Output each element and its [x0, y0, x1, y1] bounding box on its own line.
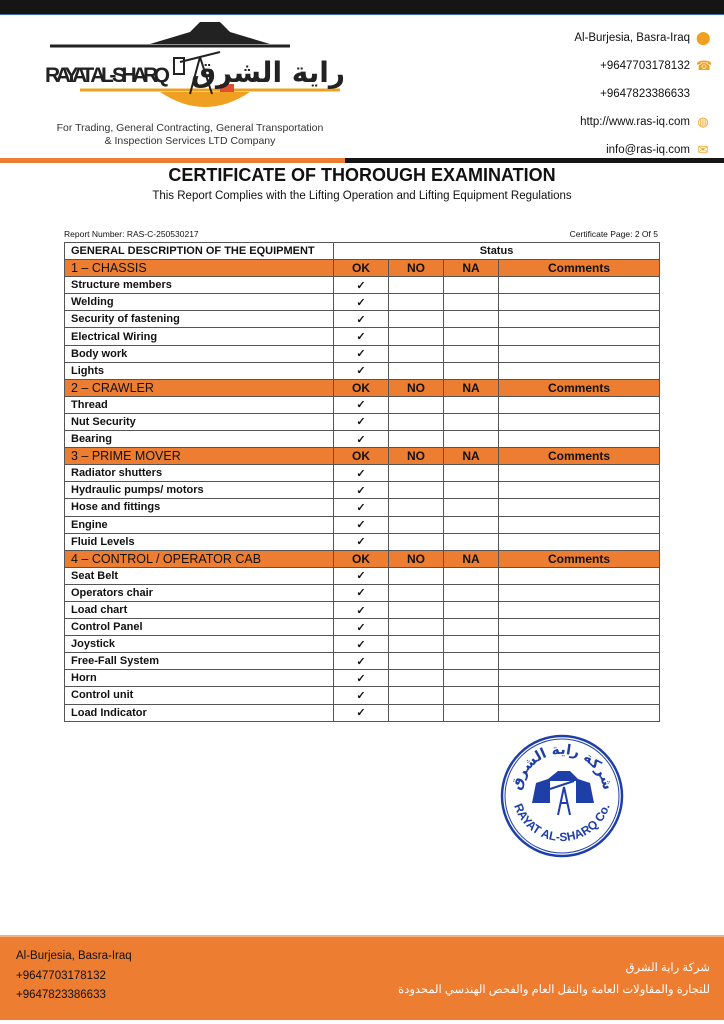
certificate-page: Certificate Page: 2 Of 5: [569, 229, 658, 239]
ok-checkmark: ✓: [334, 516, 389, 533]
column-header-ok: OK: [334, 260, 389, 277]
no-cell: [389, 277, 444, 294]
comments-cell: [499, 431, 660, 448]
column-header-ok: OK: [334, 448, 389, 465]
no-cell: [389, 601, 444, 618]
no-cell: [389, 328, 444, 345]
column-header-comments: Comments: [499, 448, 660, 465]
comments-cell: [499, 516, 660, 533]
comments-cell: [499, 687, 660, 704]
table-row: [65, 636, 660, 653]
table-row: [65, 584, 660, 601]
ok-checkmark: ✓: [334, 567, 389, 584]
comments-cell: [499, 584, 660, 601]
item-label: Horn: [65, 670, 334, 687]
na-cell: [444, 653, 499, 670]
top-bar: [0, 0, 724, 15]
na-cell: [444, 431, 499, 448]
column-header-ok: OK: [334, 379, 389, 396]
table-row: [65, 465, 660, 482]
company-stamp: [498, 733, 626, 859]
comments-cell: [499, 653, 660, 670]
ok-checkmark: ✓: [334, 653, 389, 670]
comments-cell: [499, 328, 660, 345]
table-row: [65, 653, 660, 670]
item-label: Operators chair: [65, 584, 334, 601]
na-cell: [444, 345, 499, 362]
column-header-na: NA: [444, 260, 499, 277]
item-label: Body work: [65, 345, 334, 362]
table-row: [65, 345, 660, 362]
comments-cell: [499, 396, 660, 413]
column-header-na: NA: [444, 550, 499, 567]
item-label: Seat Belt: [65, 567, 334, 584]
section-title: 1 – CHASSIS: [65, 260, 334, 277]
ok-checkmark: ✓: [334, 465, 389, 482]
na-cell: [444, 328, 499, 345]
ok-checkmark: ✓: [334, 636, 389, 653]
certificate-subtitle: This Report Complies with the Lifting Operation and Lifting Equipment Regulations: [152, 190, 572, 202]
table-row: [65, 396, 660, 413]
table-row: [65, 294, 660, 311]
na-cell: [444, 277, 499, 294]
na-cell: [444, 704, 499, 721]
footer-phone-2: +9647823386633: [16, 989, 106, 1001]
table-row: [65, 516, 660, 533]
ok-checkmark: ✓: [334, 704, 389, 721]
table-row: [65, 687, 660, 704]
table-row: [65, 704, 660, 721]
column-header-comments: Comments: [499, 260, 660, 277]
item-label: Security of fastening: [65, 311, 334, 328]
ok-checkmark: ✓: [334, 328, 389, 345]
svg-text:RAYAT AL-SHARQ Co.: RAYAT AL-SHARQ Co.: [511, 801, 613, 845]
no-cell: [389, 396, 444, 413]
column-header-no: NO: [389, 448, 444, 465]
envelope-icon: ✉: [697, 142, 709, 157]
no-cell: [389, 345, 444, 362]
table-row: [65, 311, 660, 328]
table-row: [65, 328, 660, 345]
column-header-comments: Comments: [499, 550, 660, 567]
table-row: [65, 413, 660, 430]
comments-cell: [499, 704, 660, 721]
ok-checkmark: ✓: [334, 362, 389, 379]
no-cell: [389, 294, 444, 311]
column-header-comments: Comments: [499, 379, 660, 396]
ok-checkmark: ✓: [334, 619, 389, 636]
ok-checkmark: ✓: [334, 482, 389, 499]
comments-cell: [499, 465, 660, 482]
item-label: Load Indicator: [65, 704, 334, 721]
no-cell: [389, 653, 444, 670]
no-cell: [389, 704, 444, 721]
certificate-title: CERTIFICATE OF THOROUGH EXAMINATION: [168, 165, 556, 185]
item-label: Engine: [65, 516, 334, 533]
item-label: Thread: [65, 396, 334, 413]
comments-cell: [499, 294, 660, 311]
na-cell: [444, 687, 499, 704]
column-header-no: NO: [389, 550, 444, 567]
item-label: Radiator shutters: [65, 465, 334, 482]
comments-cell: [499, 533, 660, 550]
ok-checkmark: ✓: [334, 345, 389, 362]
table-row: [65, 362, 660, 379]
column-header-no: NO: [389, 379, 444, 396]
ok-checkmark: ✓: [334, 277, 389, 294]
header-divider: [0, 158, 724, 163]
item-label: Welding: [65, 294, 334, 311]
column-header-no: NO: [389, 260, 444, 277]
comments-cell: [499, 277, 660, 294]
item-label: Control unit: [65, 687, 334, 704]
na-cell: [444, 362, 499, 379]
section-header-row: [65, 448, 660, 465]
column-header-na: NA: [444, 448, 499, 465]
item-label: Control Panel: [65, 619, 334, 636]
footer-address: Al-Burjesia, Basra-Iraq: [16, 950, 132, 962]
table-row: [65, 601, 660, 618]
item-label: Bearing: [65, 431, 334, 448]
footer-arabic-company: شركة راية الشرق: [625, 962, 710, 974]
inspection-table: [64, 242, 660, 722]
ok-checkmark: ✓: [334, 431, 389, 448]
no-cell: [389, 311, 444, 328]
no-cell: [389, 584, 444, 601]
comments-cell: [499, 482, 660, 499]
ok-checkmark: ✓: [334, 413, 389, 430]
tagline-line-1: For Trading, General Contracting, General Transportation: [56, 122, 324, 134]
item-label: Lights: [65, 362, 334, 379]
na-cell: [444, 533, 499, 550]
ok-checkmark: ✓: [334, 533, 389, 550]
report-number: Report Number: RAS-C-250530217: [64, 229, 199, 239]
na-cell: [444, 482, 499, 499]
globe-icon: ◍: [697, 114, 709, 129]
no-cell: [389, 413, 444, 430]
ok-checkmark: ✓: [334, 584, 389, 601]
phone-icon: ☎: [696, 58, 713, 73]
section-header-row: [65, 379, 660, 396]
company-logo: [40, 22, 350, 122]
na-cell: [444, 584, 499, 601]
comments-cell: [499, 345, 660, 362]
footer-arabic-description: للتجارة والمقاولات العامة والنقل العام والفحص الهندسي المحدودة: [398, 984, 710, 996]
logo-text-ar: راية الشرق: [190, 56, 345, 89]
na-cell: [444, 619, 499, 636]
ok-checkmark: ✓: [334, 311, 389, 328]
comments-cell: [499, 670, 660, 687]
item-label: Nut Security: [65, 413, 334, 430]
table-row: [65, 670, 660, 687]
comments-cell: [499, 413, 660, 430]
location-pin-icon: ⬤: [696, 30, 711, 45]
no-cell: [389, 687, 444, 704]
ok-checkmark: ✓: [334, 499, 389, 516]
table-row: [65, 277, 660, 294]
company-tagline: [20, 122, 360, 148]
na-cell: [444, 294, 499, 311]
section-title: 3 – PRIME MOVER: [65, 448, 334, 465]
na-cell: [444, 567, 499, 584]
footer: [0, 935, 724, 1020]
item-label: Hose and fittings: [65, 499, 334, 516]
na-cell: [444, 670, 499, 687]
ok-checkmark: ✓: [334, 601, 389, 618]
comments-cell: [499, 601, 660, 618]
description-header: GENERAL DESCRIPTION OF THE EQUIPMENT: [65, 243, 334, 260]
item-label: Load chart: [65, 601, 334, 618]
na-cell: [444, 311, 499, 328]
tagline-line-2: & Inspection Services LTD Company: [104, 135, 276, 147]
table-row: [65, 619, 660, 636]
address-text: Al-Burjesia, Basra-Iraq: [574, 32, 690, 44]
na-cell: [444, 465, 499, 482]
item-label: Structure members: [65, 277, 334, 294]
na-cell: [444, 396, 499, 413]
phone-1-text: +9647703178132: [600, 60, 690, 72]
footer-phone-1: +9647703178132: [16, 969, 106, 982]
table-header-row: [65, 243, 660, 260]
header-contacts: [574, 24, 713, 164]
logo-text-en: RAYAT AL-SHARQ: [45, 64, 170, 87]
no-cell: [389, 636, 444, 653]
no-cell: [389, 670, 444, 687]
column-header-na: NA: [444, 379, 499, 396]
email-link[interactable]: info@ras-iq.com: [606, 144, 690, 156]
ok-checkmark: ✓: [334, 396, 389, 413]
item-label: Hydraulic pumps/ motors: [65, 482, 334, 499]
ok-checkmark: ✓: [334, 294, 389, 311]
table-row: [65, 431, 660, 448]
website-link[interactable]: http://www.ras-iq.com: [580, 116, 690, 128]
comments-cell: [499, 362, 660, 379]
table-row: [65, 482, 660, 499]
item-label: Free-Fall System: [65, 653, 334, 670]
table-row: [65, 567, 660, 584]
item-label: Joystick: [65, 636, 334, 653]
ok-checkmark: ✓: [334, 687, 389, 704]
status-header: Status: [334, 243, 660, 260]
comments-cell: [499, 619, 660, 636]
no-cell: [389, 362, 444, 379]
no-cell: [389, 465, 444, 482]
comments-cell: [499, 636, 660, 653]
no-cell: [389, 619, 444, 636]
no-cell: [389, 567, 444, 584]
na-cell: [444, 516, 499, 533]
table-row: [65, 533, 660, 550]
svg-text:شركة راية الشرق: شركة راية الشرق: [508, 741, 616, 792]
no-cell: [389, 499, 444, 516]
no-cell: [389, 431, 444, 448]
no-cell: [389, 516, 444, 533]
no-cell: [389, 533, 444, 550]
section-title: 2 – CRAWLER: [65, 379, 334, 396]
na-cell: [444, 601, 499, 618]
na-cell: [444, 636, 499, 653]
na-cell: [444, 413, 499, 430]
section-title: 4 – CONTROL / OPERATOR CAB: [65, 550, 334, 567]
comments-cell: [499, 567, 660, 584]
item-label: Fluid Levels: [65, 533, 334, 550]
ok-checkmark: ✓: [334, 670, 389, 687]
no-cell: [389, 482, 444, 499]
section-header-row: [65, 260, 660, 277]
item-label: Electrical Wiring: [65, 328, 334, 345]
phone-2-text: +9647823386633: [600, 88, 690, 100]
column-header-ok: OK: [334, 550, 389, 567]
comments-cell: [499, 499, 660, 516]
comments-cell: [499, 311, 660, 328]
na-cell: [444, 499, 499, 516]
section-header-row: [65, 550, 660, 567]
table-row: [65, 499, 660, 516]
